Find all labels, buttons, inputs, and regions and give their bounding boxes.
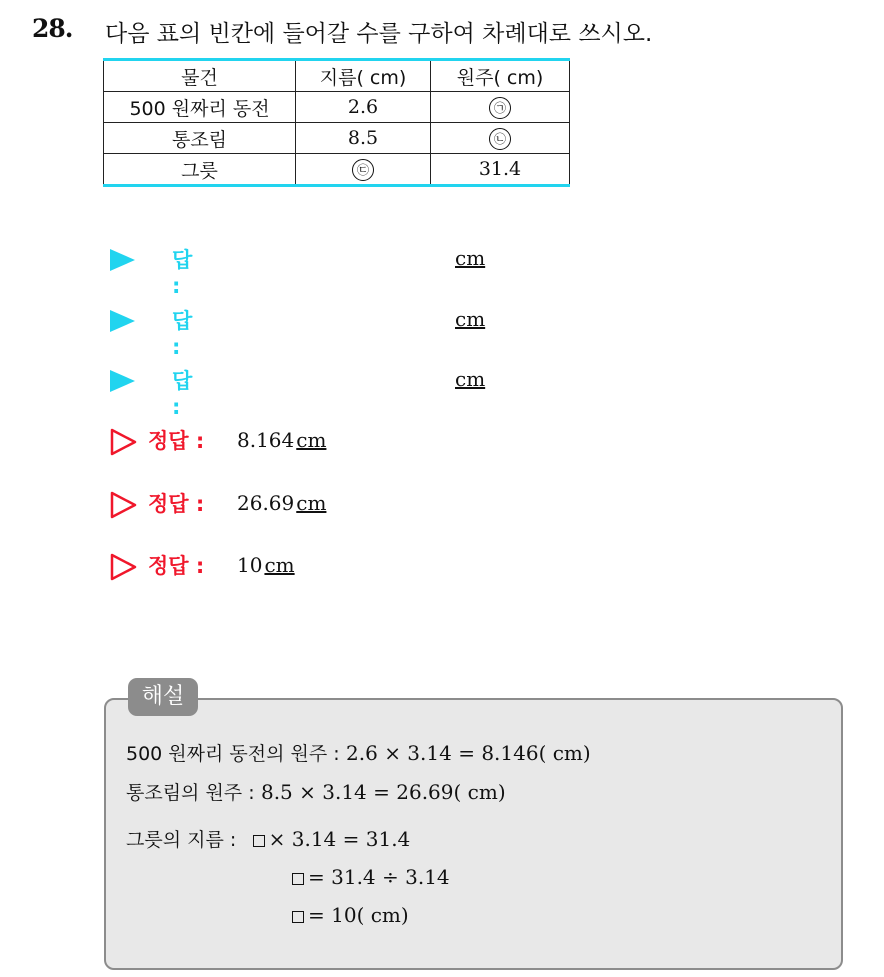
blank-square-icon	[253, 835, 265, 847]
correct-number: 8.164	[237, 428, 295, 452]
table-header-row	[104, 60, 570, 92]
correct-value	[237, 553, 295, 577]
correct-label: 정답 :	[148, 554, 205, 578]
table-cell: 31.4	[431, 154, 570, 186]
play-triangle-icon	[110, 310, 135, 332]
table-header-cell: 물건	[104, 60, 296, 92]
explanation-line	[292, 865, 450, 889]
question-number: 28.	[32, 14, 73, 43]
table-cell: 2.6	[296, 92, 431, 123]
answer-label: 답 :	[172, 369, 193, 419]
explanation-text: 500 원짜리 동전의 원주 :	[126, 743, 340, 765]
circled-letter-digeut: ㉢	[352, 159, 374, 181]
correct-unit: cm	[264, 553, 295, 577]
answer-label: 답 :	[172, 248, 193, 298]
table-cell	[296, 154, 431, 186]
table-cell: 그릇	[104, 154, 296, 186]
explanation-math: × 3.14 = 31.4	[268, 827, 411, 851]
table-cell: 통조림	[104, 123, 296, 154]
correct-value	[237, 491, 326, 515]
correct-label: 정답 :	[148, 429, 205, 453]
correct-unit: cm	[296, 428, 327, 452]
explanation-math: = 31.4 ÷ 3.14	[308, 865, 450, 889]
table-cell	[431, 123, 570, 154]
explanation-tag: 해설	[128, 678, 198, 716]
answer-unit[interactable]: cm	[455, 246, 486, 270]
circled-letter-nieun: ㉡	[489, 128, 511, 150]
blank-square-icon	[292, 873, 304, 885]
correct-number: 10	[237, 553, 263, 577]
correct-number: 26.69	[237, 491, 295, 515]
table-header-cell: 원주( cm)	[431, 60, 570, 92]
answer-label: 답 :	[172, 309, 193, 359]
explanation-line	[292, 903, 409, 927]
correct-unit: cm	[296, 491, 327, 515]
circled-letter-giyeok: ㉠	[489, 97, 511, 119]
explanation-math: = 10( cm)	[308, 903, 409, 927]
table-cell: 8.5	[296, 123, 431, 154]
table-row	[104, 154, 570, 186]
correct-value	[237, 428, 326, 452]
explanation-text: 그릇의 지름 :	[126, 829, 237, 851]
table-cell	[431, 92, 570, 123]
play-triangle-icon	[110, 249, 135, 271]
explanation-line	[126, 825, 410, 852]
table-row	[104, 92, 570, 123]
blank-square-icon	[292, 911, 304, 923]
explanation-math: 8.5 × 3.14 = 26.69( cm)	[260, 780, 506, 804]
data-table	[103, 58, 570, 187]
play-triangle-icon	[110, 370, 135, 392]
explanation-math: 2.6 × 3.14 = 8.146( cm)	[346, 741, 591, 765]
outline-triangle-icon	[110, 490, 138, 520]
table-row	[104, 123, 570, 154]
answer-unit[interactable]: cm	[455, 367, 486, 391]
table-cell: 500 원짜리 동전	[104, 92, 296, 123]
correct-label: 정답 :	[148, 492, 205, 516]
explanation-line	[126, 739, 591, 766]
table-header-cell: 지름( cm)	[296, 60, 431, 92]
outline-triangle-icon	[110, 552, 138, 582]
outline-triangle-icon	[110, 427, 138, 457]
explanation-line	[126, 778, 506, 805]
explanation-text: 통조림의 원주 :	[126, 782, 255, 804]
answer-unit[interactable]: cm	[455, 307, 486, 331]
question-text: 다음 표의 빈칸에 들어갈 수를 구하여 차례대로 쓰시오.	[105, 21, 653, 47]
